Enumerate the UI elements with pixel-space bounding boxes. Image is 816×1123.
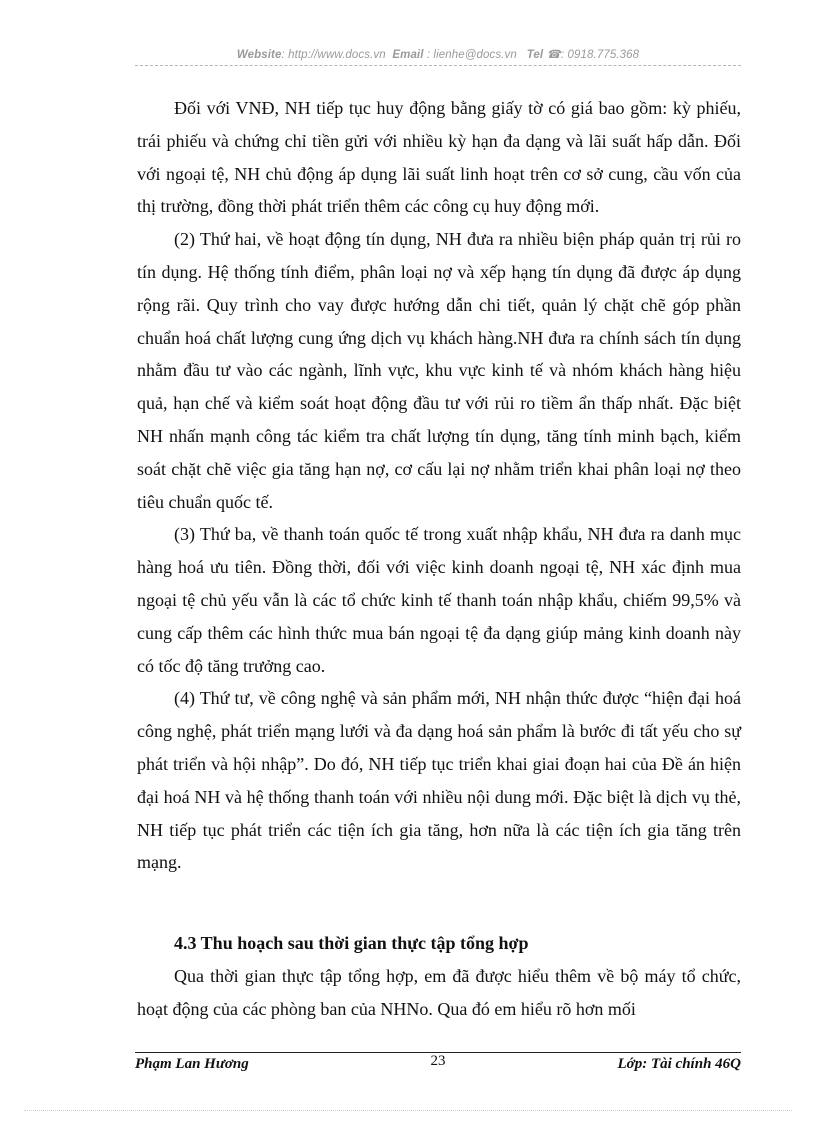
tel-label: Tel (526, 49, 544, 61)
paragraph: Đối với VNĐ, NH tiếp tục huy động bằng giấy tờ có giá bao gồm: kỳ phiếu, trái phiếu và chứng chỉ tiền gửi với nhiều kỳ hạn đa dạng và lãi suất hấp dẫn. Đối với ngoại tệ, NH chủ động áp dụng lãi suất linh hoạt trên cơ sở cung, cầu vốn của thị trường, đồng thời phát triển thêm các công cụ huy động mới. (137, 98, 741, 217)
email-value: : lienhe@docs.vn (426, 49, 517, 61)
email-label: Email (392, 49, 424, 61)
page-header (135, 47, 741, 61)
page-footer (135, 1053, 741, 1078)
phone-icon: ☎ (546, 49, 561, 61)
paragraph: (3) Thứ ba, về thanh toán quốc tế trong xuất nhập khẩu, NH đưa ra danh mục hàng hoá ưu tiên. Đồng thời, đối với việc kinh doanh ngoại tệ, NH xác định mua ngoại tệ chủ yếu vẫn là các tổ chức kinh tế thanh toán nhập khẩu, chiếm 99,5% và cung cấp thêm các hình thức mua bán ngoại tệ đa dạng giúp mảng kinh doanh này có tốc độ tăng trưởng cao. (137, 524, 741, 676)
section-heading: 4.3 Thu hoạch sau thời gian thực tập tổng hợp (174, 933, 529, 953)
footer-class: Lớp: Tài chính 46Q (617, 1056, 741, 1072)
website-label: Website (236, 49, 282, 61)
tel-value: : 0918.775.368 (560, 49, 640, 61)
footer-author: Phạm Lan Hương (135, 1056, 249, 1072)
page-bottom-border (24, 1110, 792, 1111)
section-body (137, 960, 741, 1026)
paragraph: (2) Thứ hai, về hoạt động tín dụng, NH đưa ra nhiều biện pháp quản trị rủi ro tín dụng. Hệ thống tính điểm, phân loại nợ và xếp hạng tín dụng đã được áp dụng rộng rãi. Quy trình cho vay được hướng dẫn chi tiết, quản lý chặt chẽ góp phần chuẩn hoá chất lượng cung ứng dịch vụ khách hàng.NH đưa ra chính sách tín dụng nhằm đầu tư vào các ngành, lĩnh vực, khu vực kinh tế và nhóm khách hàng hiệu quả, hạn chế và kiểm soát hoạt động đầu tư với rủi ro tiềm ẩn thấp nhất. Đặc biệt NH nhấn mạnh công tác kiểm tra chất lượng tín dụng, tăng tính minh bạch, kiểm soát chặt chẽ việc gia tăng hạn nợ, cơ cấu lại nợ nhằm triển khai phân loại nợ theo tiêu chuẩn quốc tế. (137, 229, 741, 512)
header-divider (135, 65, 741, 66)
body-text (137, 92, 741, 879)
website-value: : http://www.docs.vn (281, 49, 386, 61)
paragraph: Qua thời gian thực tập tổng hợp, em đã được hiểu thêm về bộ máy tổ chức, hoạt động của các phòng ban của NHNo. Qua đó em hiểu rõ hơn mối (137, 966, 741, 1019)
paragraph: (4) Thứ tư, về công nghệ và sản phẩm mới, NH nhận thức được “hiện đại hoá công nghệ, phát triển mạng lưới và đa dạng hoá sản phẩm là bước đi tất yếu cho sự phát triển và hội nhập”. Do đó, NH tiếp tục triển khai giai đoạn hai của Đề án hiện đại hoá NH và hệ thống thanh toán với nhiều nội dung mới. Đặc biệt là dịch vụ thẻ, NH tiếp tục phát triển các tiện ích gia tăng, hơn nữa là các tiện ích gia tăng trên mạng. (137, 688, 741, 873)
page-number: 23 (430, 1053, 446, 1069)
